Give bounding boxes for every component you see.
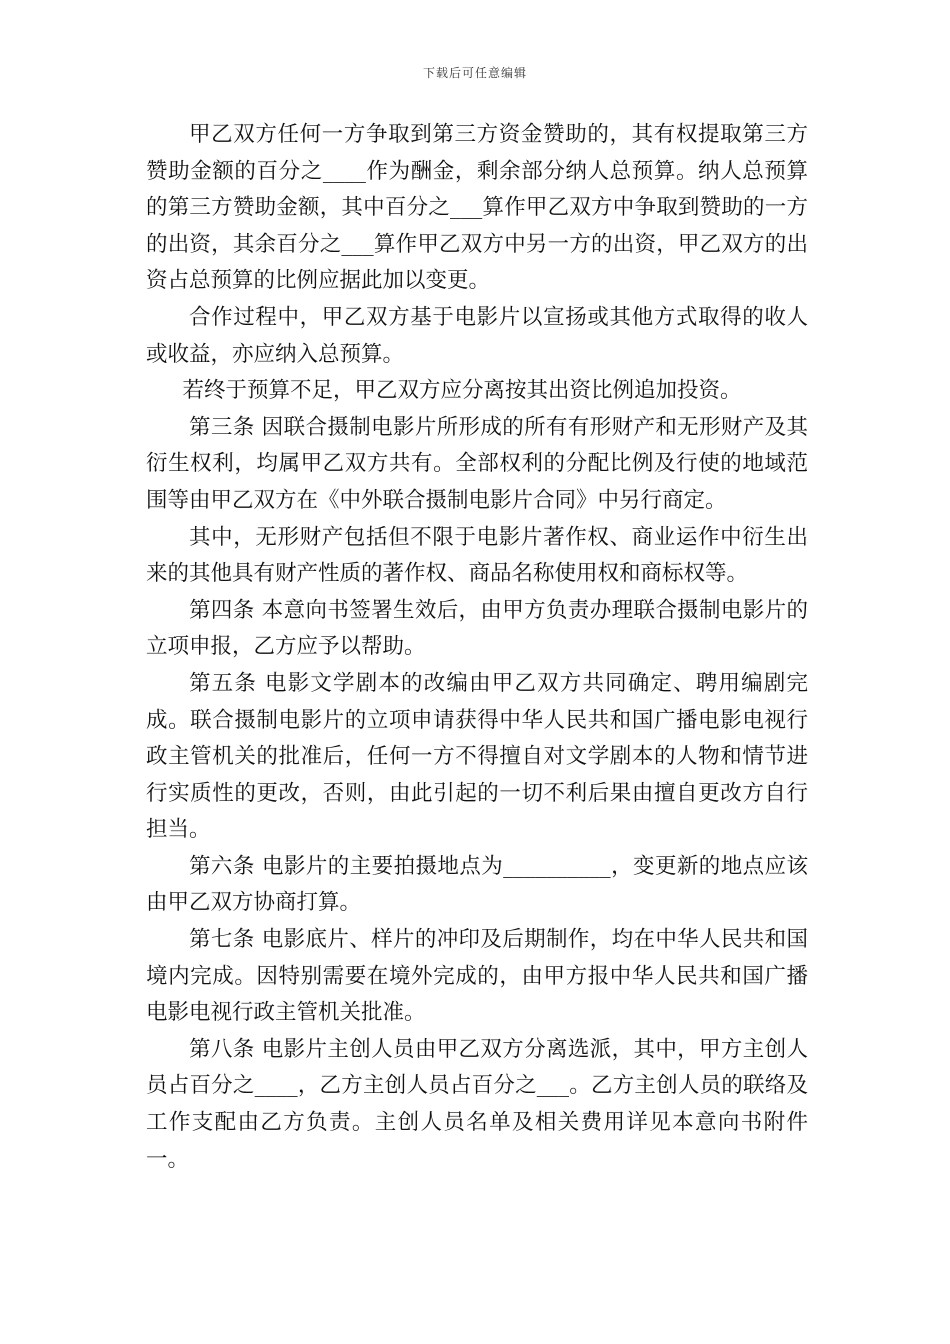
paragraph-article-3: 第三条 因联合摄制电影片所形成的所有有形财产和无形财产及其衍生权利，均属甲乙双方共有。全部权利的分配比例及行使的地域范围等由甲乙双方在《中外联合摄制电影片合同》中另行商定。 — [146, 414, 808, 513]
paragraph-article-6: 第六条 电影片的主要拍摄地点为__________，变更新的地点应该由甲乙双方协商打算。 — [146, 853, 808, 916]
paragraph-intangible-assets: 其中，无形财产包括但不限于电影片著作权、商业运作中衍生出来的其他具有财产性质的著作权、商品名称使用权和商标权等。 — [146, 524, 808, 587]
paragraph-budget-shortfall: 若终于预算不足，甲乙双方应分离按其出资比例追加投资。 — [182, 378, 742, 404]
paragraph-article-4: 第四条 本意向书签署生效后，由甲方负责办理联合摄制电影片的立项申报，乙方应予以帮助。 — [146, 597, 808, 660]
page-header-note: 下载后可任意编辑 — [422, 66, 527, 80]
paragraph-article-7: 第七条 电影底片、样片的冲印及后期制作，均在中华人民共和国境内完成。因特别需要在境外完成的，由甲方报中华人民共和国广播电影电视行政主管机关批准。 — [146, 927, 808, 1026]
paragraph-revenue: 合作过程中，甲乙双方基于电影片以宣扬或其他方式取得的收人或收益，亦应纳入总预算。 — [146, 304, 808, 367]
paragraph-article-5: 第五条 电影文学剧本的改编由甲乙双方共同确定、聘用编剧完成。联合摄制电影片的立项申请获得中华人民共和国广播电影电视行政主管机关的批准后，任何一方不得擅自对文学剧本的人物和情节进行实质性的更改，否则，由此引起的一切不利后果由擅自更改方自行担当。 — [146, 670, 808, 843]
paragraph-article-8: 第八条 电影片主创人员由甲乙双方分离选派，其中，甲方主创人员占百分之____，乙方主创人员占百分之___。乙方主创人员的联络及工作支配由乙方负责。主创人员名单及相关费用详见本意向书附件一。 — [146, 1036, 808, 1172]
paragraph-sponsorship: 甲乙双方任何一方争取到第三方资金赞助的，其有权提取第三方赞助金额的百分之____作为酬金，剩余部分纳人总预算。纳人总预算的第三方赞助金额，其中百分之___算作甲乙双方中争取到赞助的一方的出资，其余百分之___算作甲乙双方中另一方的出资，甲乙双方的出资占总预算的比例应据此加以变更。 — [146, 122, 808, 294]
document-body — [146, 117, 808, 1178]
